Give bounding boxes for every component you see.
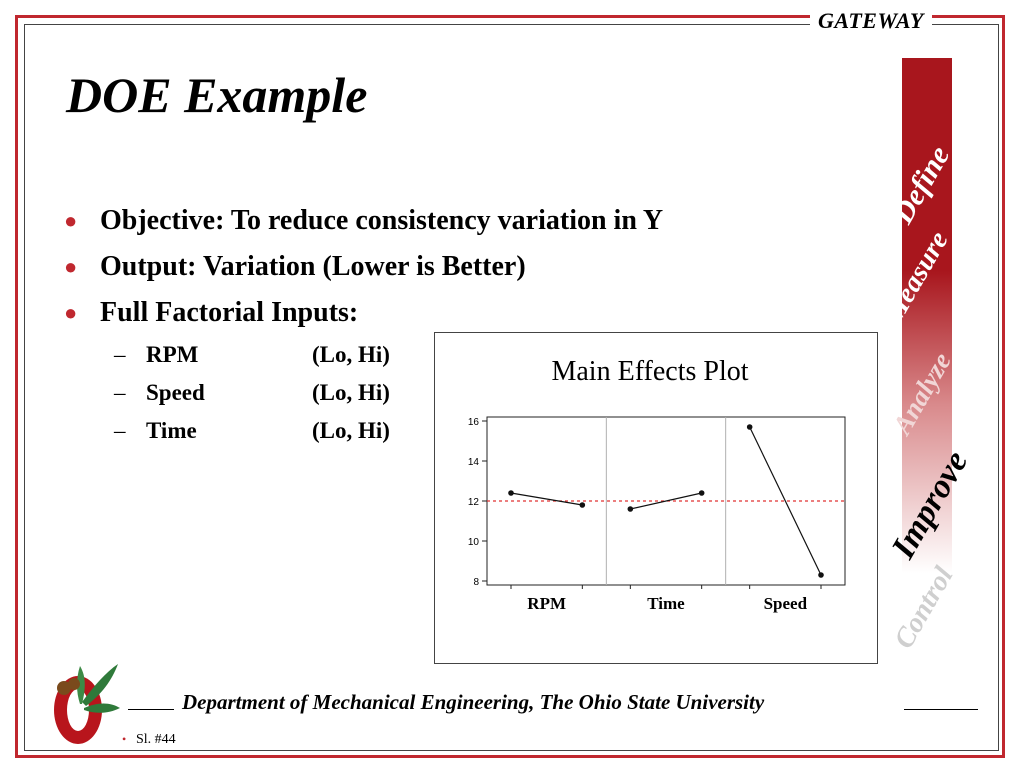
phase-define: Define [886, 140, 957, 230]
slide-title: DOE Example [66, 67, 368, 123]
x-factor-label-speed: Speed [763, 594, 808, 613]
factor-name: RPM [146, 342, 199, 367]
factor-name: Speed [146, 380, 205, 405]
effect-line-speed [750, 427, 821, 575]
chart-title: Main Effects Plot [551, 356, 749, 387]
data-point-speed-lo [747, 424, 753, 430]
data-point-time-lo [628, 506, 634, 512]
factor-levels: (Lo, Hi) [312, 380, 390, 405]
input-factor-rpm: – RPM (Lo, Hi) [60, 336, 663, 374]
bullet-dot: ● [64, 300, 78, 325]
y-tick-label: 12 [467, 497, 479, 508]
effect-line-time [630, 493, 701, 509]
gateway-badge: GATEWAY [810, 8, 932, 34]
data-point-speed-hi [818, 572, 824, 578]
y-tick-label: 8 [473, 577, 479, 588]
bullet-inputs: ● Full Factorial Inputs: [60, 290, 663, 336]
bullet-objective: ● Objective: To reduce consistency variation in Y [60, 198, 663, 244]
main-effects-chart [434, 332, 878, 664]
bullet-dot: ● [64, 254, 78, 279]
x-factor-label-time: Time [647, 594, 685, 613]
osu-logo [46, 658, 122, 750]
factor-levels: (Lo, Hi) [312, 418, 390, 443]
phase-analyze: Analyze [886, 347, 957, 440]
chart-svg [435, 333, 876, 662]
input-factor-time: – Time (Lo, Hi) [60, 412, 663, 450]
input-factor-speed: – Speed (Lo, Hi) [60, 374, 663, 412]
phase-measure: Measure [877, 226, 955, 330]
data-point-rpm-lo [508, 490, 514, 496]
data-point-rpm-hi [580, 502, 586, 508]
effect-line-rpm [511, 493, 582, 505]
factor-levels: (Lo, Hi) [312, 342, 390, 367]
footer-rule-left [128, 709, 174, 710]
bullet-dot: ● [64, 208, 78, 233]
y-tick-label: 16 [467, 417, 479, 428]
data-point-time-hi [699, 490, 705, 496]
y-tick-label: 14 [467, 457, 479, 468]
phase-control: Control [888, 561, 960, 654]
x-factor-label-rpm: RPM [527, 594, 567, 613]
phase-improve: Improve [884, 444, 976, 565]
slide-bullet: • [122, 732, 127, 746]
y-tick-label: 10 [467, 537, 479, 548]
footer-department: Department of Mechanical Engineering, The Ohio State University [182, 690, 765, 714]
bullet-output: ● Output: Variation (Lower is Better) [60, 244, 663, 290]
slide-number: Sl. #44 [136, 732, 176, 747]
footer-rule-right [904, 709, 978, 710]
factor-name: Time [146, 418, 197, 443]
